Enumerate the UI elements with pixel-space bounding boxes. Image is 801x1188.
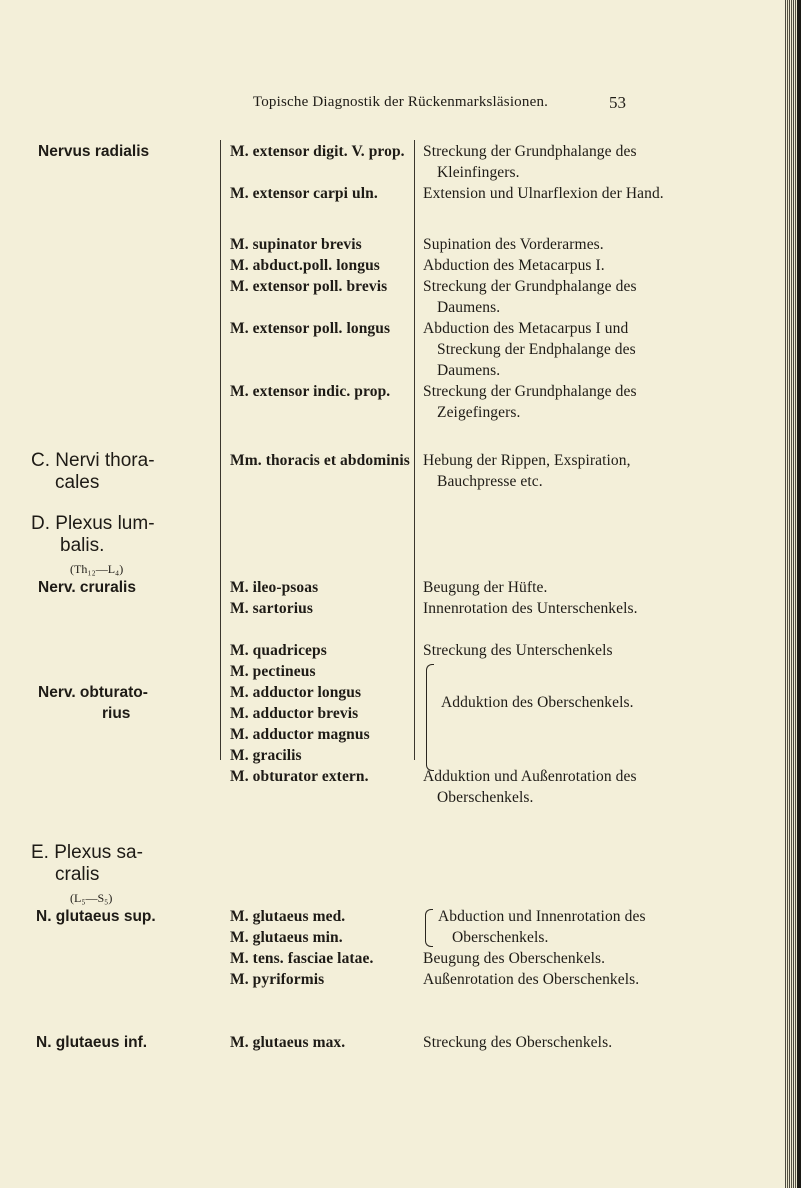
function-abductor: Abduction des Metacarpus I. [423,257,605,274]
nerve-radialis: Nervus radialis [38,143,150,160]
function-carpi: Extension und Ulnarflexion der Hand. [423,185,664,202]
nerve-glutaeus-inf: N. glutaeus inf. [36,1034,148,1051]
nerve-cruralis: Nerv. cruralis [38,579,136,596]
nerve-obturatorius-line2: rius [102,705,131,722]
nerve-glutaeus-sup: N. glutaeus sup. [36,908,156,925]
brace-glutaeus [425,909,433,947]
muscle-adductor-magnus: M. adductor magnus [230,726,370,743]
muscle-extensor-carpi-uln: M. extensor carpi uln. [230,185,378,202]
muscle-quadriceps: M. quadriceps [230,642,327,659]
section-d-line1: D. Plexus lum- [31,513,155,534]
function-adduktion: Adduktion des Oberschenkels. [441,694,634,711]
section-e-line2: cralis [55,864,100,885]
muscle-extensor-poll-longus: M. extensor poll. longus [230,320,391,337]
section-d-line2: balis. [60,535,105,556]
muscle-pectineus: M. pectineus [230,663,316,680]
function-supinator: Supination des Vorderarmes. [423,236,604,253]
function-quadriceps: Streckung des Unterschenkels [423,642,613,659]
muscle-adductor-brevis: M. adductor brevis [230,705,359,722]
section-c-line2: cales [55,472,100,493]
function-dig5: Streckung der Grundphalange des Kleinfingers. [423,143,637,181]
muscle-glutaeus-max: M. glutaeus max. [230,1034,346,1051]
muscle-ileo-psoas: M. ileo-psoas [230,579,319,596]
section-c-line1: C. Nervi thora- [31,450,155,471]
muscle-extensor-indic-prop: M. extensor indic. prop. [230,383,391,400]
function-tens: Beugung des Oberschenkels. [423,950,606,967]
nerve-obturatorius-line1: Nerv. obturato- [38,684,148,701]
function-sartorius: Innenrotation des Unterschenkels. [423,600,638,617]
function-ileopsoas: Beugung der Hüfte. [423,579,548,596]
function-glut-medmin: Abduction und Innenrotation des Oberschenkels. [438,908,646,946]
muscle-gracilis: M. gracilis [230,747,302,764]
page-edge-dark [797,0,801,1188]
muscle-tens-fasciae-latae: M. tens. fasciae latae. [230,950,374,967]
muscle-glutaeus-min: M. glutaeus min. [230,929,343,946]
function-poll-longus: Abduction des Metacarpus I und Streckung der Endphalange des Daumens. [423,320,636,379]
running-title: Topische Diagnostik der Rückenmarksläsionen. [252,94,549,110]
muscle-pyriformis: M. pyriformis [230,971,325,988]
function-pyriformis: Außenrotation des Oberschenkels. [423,971,640,988]
page-number: 53 [609,93,626,112]
muscles-thoracis-abdominis: Mm. thoracis et abdominis [230,452,410,469]
page-header [0,94,801,116]
section-d-range: (Th₁₂—L₄) [70,562,124,576]
muscle-abductor-poll-longus: M. abduct.poll. longus [230,257,380,274]
function-poll-brevis: Streckung der Grundphalange des Daumens. [423,278,637,316]
section-e-range: (L₅—S₅) [70,891,113,905]
column-rule-left [220,140,221,760]
muscle-supinator-brevis: M. supinator brevis [230,236,362,253]
muscle-adductor-longus: M. adductor longus [230,684,362,701]
muscle-obturator-extern: M. obturator extern. [230,768,369,785]
function-indic: Streckung der Grundphalange des Zeigefingers. [423,383,637,421]
muscle-extensor-digit-v: M. extensor digit. V. prop. [230,143,405,160]
muscle-sartorius: M. sartorius [230,600,313,617]
muscle-glutaeus-med: M. glutaeus med. [230,908,346,925]
section-e-line1: E. Plexus sa- [31,842,143,863]
function-obturator: Adduktion und Außenrotation des Oberschenkels. [423,768,637,806]
brace-adductors [426,664,434,771]
function-thoracis: Hebung der Rippen, Exspiration, Bauchpresse etc. [423,452,631,490]
function-glut-max: Streckung des Oberschenkels. [423,1034,613,1051]
muscle-extensor-poll-brevis: M. extensor poll. brevis [230,278,388,295]
